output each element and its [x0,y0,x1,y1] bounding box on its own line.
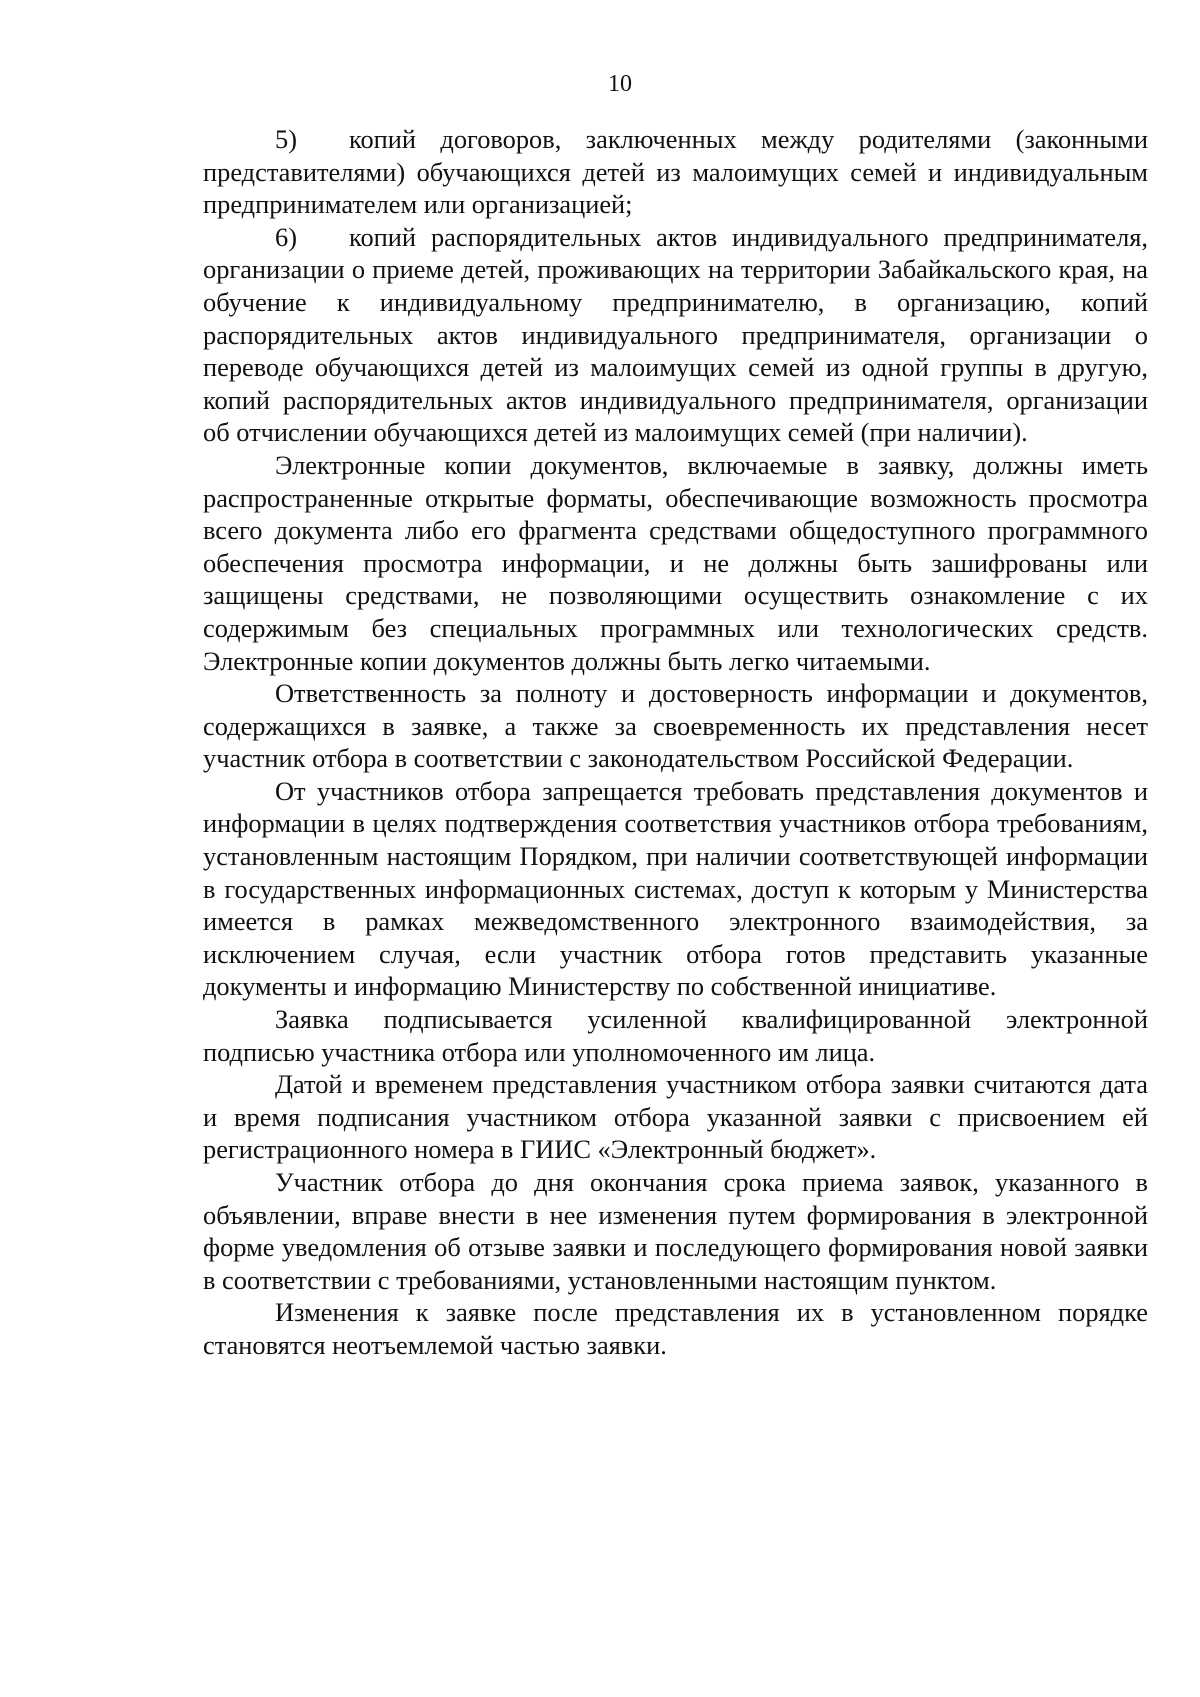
paragraph-responsibility: Ответственность за полноту и достоверность информации и документов, содержащихся в заявке, а также за своевременность их представления несет участник отбора в соответствии с законодательством Российской Федерации. [203,678,1148,774]
list-item-text: копий распорядительных актов индивидуального предпринимателя, организации о приеме детей, проживающих на территории Забайкальского края, на обучение к индивидуальному предпринимателю, в организацию, копий распорядительных актов индивидуального предпринимателя, организации о переводе обучающихся детей из малоимущих семей из одной группы в другую, копий распорядительных актов индивидуального предпринимателя, организации об отчислении обучающихся детей из малоимущих семей (при наличии). [203,221,1148,448]
list-item-text: копий договоров, заключенных между родителями (законными представителями) обучающихся детей из малоимущих семей и индивидуальным предпринимателем или организацией; [203,124,1148,220]
list-item-6 [203,221,1148,449]
paragraph-prohibition: От участников отбора запрещается требовать представления документов и информации в целях подтверждения соответствия участников отбора требованиям, установленным настоящим Порядком, при наличии соответствующей информации в государственных информационных системах, доступ к которым у Министерства имеется в рамках межведомственного электронного взаимодействия, за исключением случая, если участник отбора готов представить указанные документы и информацию Министерству по собственной инициативе. [203,775,1148,1002]
paragraph-submission-date: Датой и временем представления участником отбора заявки считаются дата и время подписания участником отбора указанной заявки с присвоением ей регистрационного номера в ГИИС «Электронный бюджет». [203,1069,1148,1165]
paragraph-changes-part: Изменения к заявке после представления их в установленном порядке становятся неотъемлемой частью заявки. [203,1297,1148,1360]
list-item-number: 6) [275,221,297,252]
page-number: 10 [608,71,632,97]
paragraph-amendments: Участник отбора до дня окончания срока приема заявок, указанного в объявлении, вправе внести в нее изменения путем формирования в электронной форме уведомления об отзыве заявки и последующего формирования новой заявки в соответствии с требованиями, установленными настоящим пунктом. [203,1167,1148,1295]
list-item-5 [203,123,1148,221]
paragraph-electronic-copies: Электронные копии документов, включаемые в заявку, должны иметь распространенные открытые форматы, обеспечивающие возможность просмотра всего документа либо его фрагмента средствами общедоступного программного обеспечения просмотра информации, и не должны быть зашифрованы или защищены средствами, не позволяющими осуществить ознакомление с их содержимым без специальных программных или технологических средств. Электронные копии документов должны быть легко читаемыми. [203,449,1148,676]
document-body [203,123,1148,1362]
paragraph-signature: Заявка подписывается усиленной квалифицированной электронной подписью участника отбора или уполномоченного им лица. [203,1004,1148,1067]
list-item-number: 5) [275,124,297,154]
